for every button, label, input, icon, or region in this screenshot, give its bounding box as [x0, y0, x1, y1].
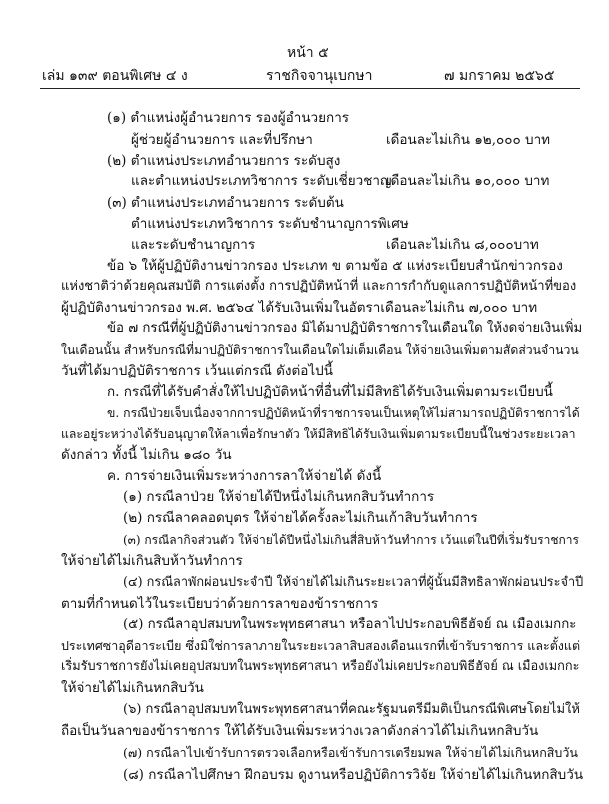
header-divider	[40, 88, 580, 89]
text-line: ตามที่กำหนดไว้ในระเบียบว่าด้วยการลาของข้าราชการ	[61, 596, 379, 612]
text-line: ค. การจ่ายเงินเพิ่มระหว่างการลาให้จ่ายได้ ดังนี้	[107, 468, 382, 484]
text-line: เดือนละไม่เกิน ๘,๐๐๐บาท	[386, 237, 539, 253]
text-line: ถือเป็นวันลาของข้าราชการ ให้ได้รับเงินเพิ่มระหว่างเวลาดังกล่าวได้ไม่เกินหกสิบวัน	[61, 723, 539, 739]
text-line: ข. กรณีป่วยเจ็บเนื่องจากการปฏิบัติหน้าที่ราชการจนเป็นเหตุให้ไม่สามารถปฏิบัติราชการได้	[107, 406, 580, 420]
text-line: ข้อ ๖ ให้ผู้ปฏิบัติงานข่าวกรอง ประเภท ข ตามข้อ ๕ แห่งระเบียบสำนักข่าวกรอง	[107, 258, 563, 274]
text-line: (๑) กรณีลาป่วย ให้จ่ายได้ปีหนึ่งไม่เกินหกสิบวันทำการ	[123, 489, 435, 505]
text-line: และตำแหน่งประเภทวิชาการ ระดับเชี่ยวชาญ	[131, 173, 392, 189]
text-line: ผู้ช่วยผู้อำนวยการ และที่ปรึกษา	[131, 132, 313, 148]
text-line: (๒) ตำแหน่งประเภทอำนวยการ ระดับสูง	[107, 153, 341, 169]
text-line: เริ่มรับราชการยังไม่เคยอุปสมบทในพระพุทธศาสนา หรือยังไม่เคยประกอบพิธีฮัจย์ ณ เมืองเมกกะ	[61, 659, 580, 674]
publication-date: ๗ มกราคม ๒๕๖๕	[444, 68, 555, 84]
text-line: (๔) กรณีลาพักผ่อนประจำปี ให้จ่ายได้ไม่เกินระยะเวลาที่ผู้นั้นมีสิทธิลาพักผ่อนประจำปี	[123, 575, 584, 590]
text-line: ดังกล่าว ทั้งนี้ ไม่เกิน ๑๘๐ วัน	[61, 447, 232, 463]
text-line: (๓) กรณีลากิจส่วนตัว ให้จ่ายได้ปีหนึ่งไม่เกินสี่สิบห้าวันทำการ เว้นแต่ในปีที่เริ่มรับราชการ	[123, 533, 579, 547]
text-line: เดือนละไม่เกิน ๑๒,๐๐๐ บาท	[386, 132, 551, 148]
text-line: ข้อ ๗ กรณีที่ผู้ปฏิบัติงานข่าวกรอง มิได้มาปฏิบัติราชการในเดือนใด ให้งดจ่ายเงินเพิ่ม	[107, 321, 583, 336]
text-line: ประเทศซาอุดีอาระเบีย ซึ่งมิใช่การลาภายในระยะเวลาสิบสองเดือนแรกที่เข้ารับราชการ และตั้งแต่	[61, 638, 581, 653]
text-line: (๕) กรณีลาอุปสมบทในพระพุทธศาสนา หรือลาไปประกอบพิธีฮัจย์ ณ เมืองเมกกะ	[123, 617, 577, 632]
text-line: (๓) ตำแหน่งประเภทอำนวยการ ระดับต้น	[107, 195, 344, 211]
volume-issue: เล่ม ๑๓๙ ตอนพิเศษ ๔ ง	[42, 68, 188, 84]
text-line: ในเดือนนั้น สำหรับกรณีที่มาปฏิบัติราชการในเดือนใดไม่เต็มเดือน ให้จ่ายเงินเพิ่มตามสัดส่วนจำนวน	[61, 343, 579, 357]
text-line: และอยู่ระหว่างได้รับอนุญาตให้ลาเพื่อรักษาตัว ให้มีสิทธิได้รับเงินเพิ่มตามระเบียบนี้ในช่วงระยะเวลา	[61, 427, 576, 441]
text-line: แห่งชาติว่าด้วยคุณสมบัติ การแต่งตั้ง การปฏิบัติหน้าที่ และการกำกับดูแลการปฏิบัติหน้าที่ของ	[61, 279, 577, 294]
text-line: ให้จ่ายได้ไม่เกินหกสิบวัน	[61, 680, 204, 696]
text-line: ให้จ่ายได้ไม่เกินสิบห้าวันทำการ	[61, 553, 243, 569]
text-line: (๑) ตำแหน่งผู้อำนวยการ รองผู้อำนวยการ	[107, 110, 350, 126]
text-line: (๗) กรณีลาไปเข้ารับการตรวจเลือกหรือเข้ารับการเตรียมพล ให้จ่ายได้ไม่เกินหกสิบวัน	[123, 745, 578, 760]
page-number: หน้า ๕	[287, 45, 329, 61]
text-line: (๘) กรณีลาไปศึกษา ฝึกอบรม ดูงานหรือปฏิบัติการวิจัย ให้จ่ายได้ไม่เกินหกสิบวัน	[123, 767, 584, 783]
publication-name: ราชกิจจานุเบกษา	[266, 68, 373, 84]
text-line: ผู้ปฏิบัติงานข่าวกรอง พ.ศ. ๒๕๖๔ ได้รับเงินเพิ่มในอัตราเดือนละไม่เกิน ๗,๐๐๐ บาท	[61, 300, 538, 316]
text-line: เดือนละไม่เกิน ๑๐,๐๐๐ บาท	[386, 173, 550, 189]
text-line: และระดับชำนาญการ	[131, 237, 256, 253]
text-line: (๒) กรณีลาคลอดบุตร ให้จ่ายได้ครั้งละไม่เกินเก้าสิบวันทำการ	[123, 510, 478, 526]
text-line: ตำแหน่งประเภทวิชาการ ระดับชำนาญการพิเศษ	[131, 216, 409, 232]
text-line: ก. กรณีที่ได้รับคำสั่งให้ไปปฏิบัติหน้าที่อื่นที่ไม่มีสิทธิได้รับเงินเพิ่มตามระเบียบนี้	[107, 384, 553, 400]
text-line: (๖) กรณีลาอุปสมบทในพระพุทธศาสนาที่คณะรัฐมนตรีมีมติเป็นกรณีพิเศษโดยไม่ให้	[123, 702, 580, 717]
text-line: วันที่ได้มาปฏิบัติราชการ เว้นแต่กรณี ดังต่อไปนี้	[61, 363, 333, 379]
